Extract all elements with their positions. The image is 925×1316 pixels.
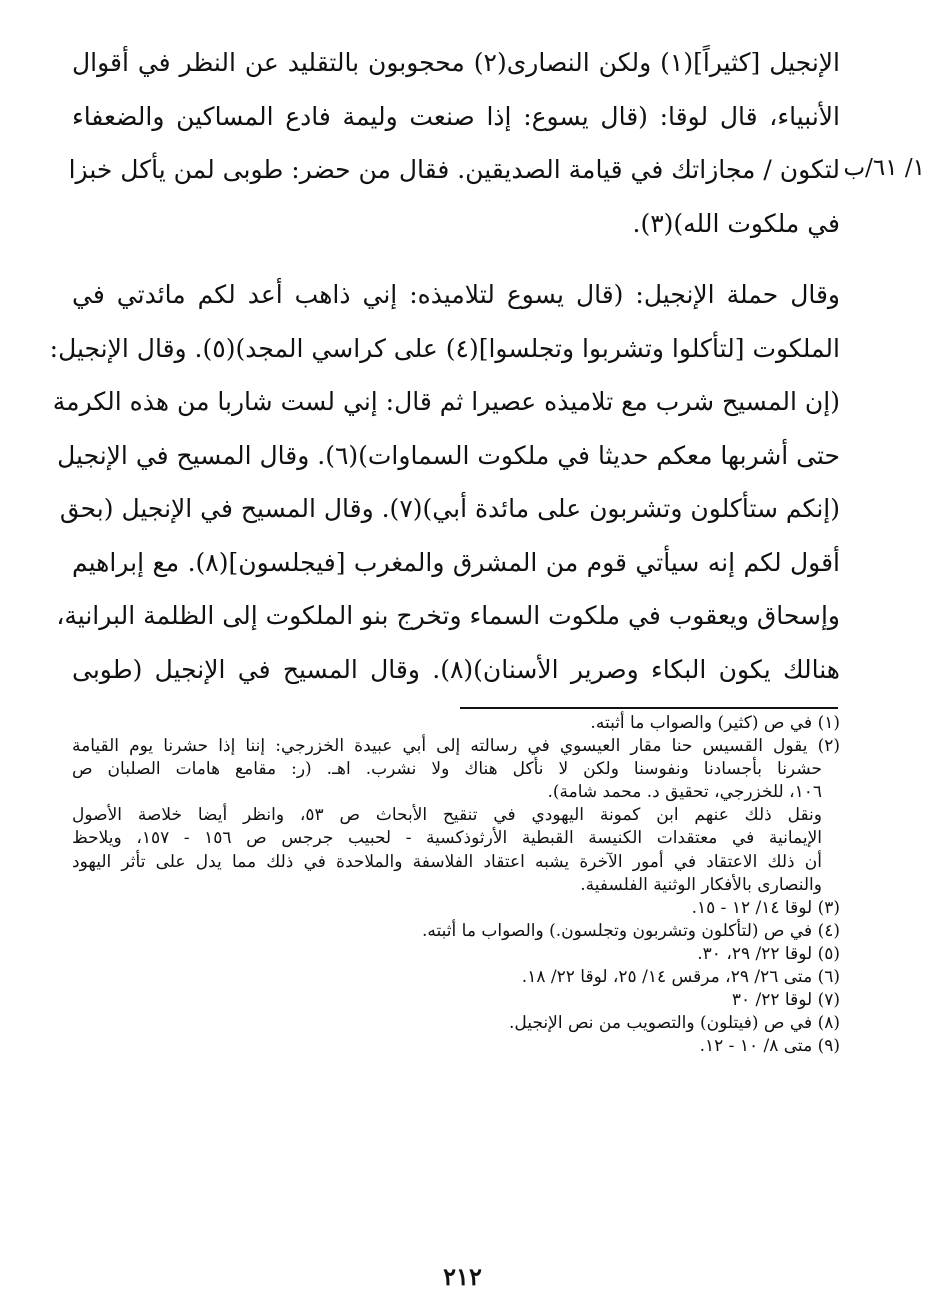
- text-line: الإنجيل [كثيراً](١) ولكن النصارى(٢) محجوبون بالتقليد عن النظر في أقوال: [72, 48, 841, 77]
- text-line: وقال حملة الإنجيل: (قال يسوع لتلاميذه: إني ذاهب أعد لكم مائدتي في: [72, 280, 840, 309]
- footnote-line: (٤) في ص (لتأكلون وتشربون وتجلسون.) والصواب ما أثبته.: [422, 920, 840, 941]
- footnote-line: (٨) في ص (فيتلون) والتصويب من نص الإنجيل.: [509, 1013, 840, 1034]
- footnote-line: (٢) يقول القسيس حنا مقار العيسوي في رسالته إلى أبي عبيدة الخزرجي: إننا إذا حشرنا يوم القيامة: [72, 736, 840, 757]
- page-number: ٢١٢: [443, 1262, 482, 1291]
- text-line: أقول لكم إنه سيأتي قوم من المشرق والمغرب [فيجلسون](٨). مع إبراهيم: [72, 547, 840, 577]
- footnote-separator: [460, 707, 838, 709]
- folio-margin-note: ١/ ٦١/ب: [843, 155, 925, 181]
- footnote-line: ونقل ذلك عنهم ابن كمونة اليهودي في تنقيح الأبحاث ص ٥٣، وانظر أيضا خلاصة الأصول: [72, 805, 822, 826]
- footnote-line: والنصارى بالأفكار الوثنية الفلسفية.: [580, 874, 822, 895]
- text-line: لتكون / مجازاتك في قيامة الصديقين. فقال من حضر: طوبى لمن يأكل خبزا: [68, 155, 840, 184]
- footnote-line: ١٠٦، للخزرجي، تحقيق د. محمد شامة).: [547, 782, 822, 803]
- text-line: (إنكم ستأكلون وتشربون على مائدة أبي)(٧). وقال المسيح في الإنجيل (بحق: [59, 494, 840, 523]
- text-line: الملكوت [لتأكلوا وتشربوا وتجلسوا](٤) على كراسي المجد)(٥). وقال الإنجيل:: [49, 333, 840, 363]
- footnote-line: (٦) متى ٢٦/ ٢٩، مرقس ١٤/ ٢٥، لوقا ٢٢/ ١٨.: [521, 967, 840, 988]
- footnote-line: (٩) متى ٨/ ١٠ - ١٢.: [699, 1036, 840, 1057]
- footnote-line: الإيمانية في معتقدات الكنيسة القبطية الأرثوذكسية - لحبيب جرجس ص ١٥٦ - ١٥٧، ويلاحظ: [72, 828, 822, 849]
- text-line: هنالك يكون البكاء وصرير الأسنان)(٨). وقال المسيح في الإنجيل (طوبى: [72, 654, 840, 684]
- text-line: وإسحاق ويعقوب في ملكوت السماء وتخرج بنو الملكوت إلى الظلمة البرانية،: [56, 601, 840, 630]
- main-text: [49, 36, 841, 696]
- footnote-line: (٥) لوقا ٢٢/ ٢٩، ٣٠.: [697, 943, 840, 964]
- footnote-line: أن ذلك الاعتقاد في أمور الآخرة يشبه اعتقاد الفلاسفة والملاحدة في ذلك مما يدل على تأثر اليهود: [72, 851, 822, 872]
- text-line: الأنبياء، قال لوقا: (قال يسوع: إذا صنعت وليمة فادع المساكين والضعفاء: [72, 101, 840, 131]
- footnote-line: حشرنا بأجسادنا ونفوسنا ولكن لا نأكل هناك ولا نشرب. اهـ. (ر: مقامع هامات الصلبان ص: [72, 759, 822, 780]
- paragraph-gap: [72, 250, 840, 268]
- footnote-line: (١) في ص (كثير) والصواب ما أثبته.: [590, 713, 840, 733]
- footnotes: [72, 712, 840, 1058]
- footnote-line: (٧) لوقا ٢٢/ ٣٠: [731, 990, 840, 1011]
- text-line: حتى أشربها معكم حديثا في ملكوت السماوات)(٦). وقال المسيح في الإنجيل: [57, 440, 840, 470]
- footnote-line: (٣) لوقا ١٤/ ١٢ - ١٥.: [691, 897, 840, 918]
- text-line: في ملكوت الله)(٣).: [632, 208, 840, 238]
- text-line: (إن المسيح شرب مع تلاميذه عصيرا ثم قال: إني لست شاربا من هذه الكرمة: [52, 387, 840, 416]
